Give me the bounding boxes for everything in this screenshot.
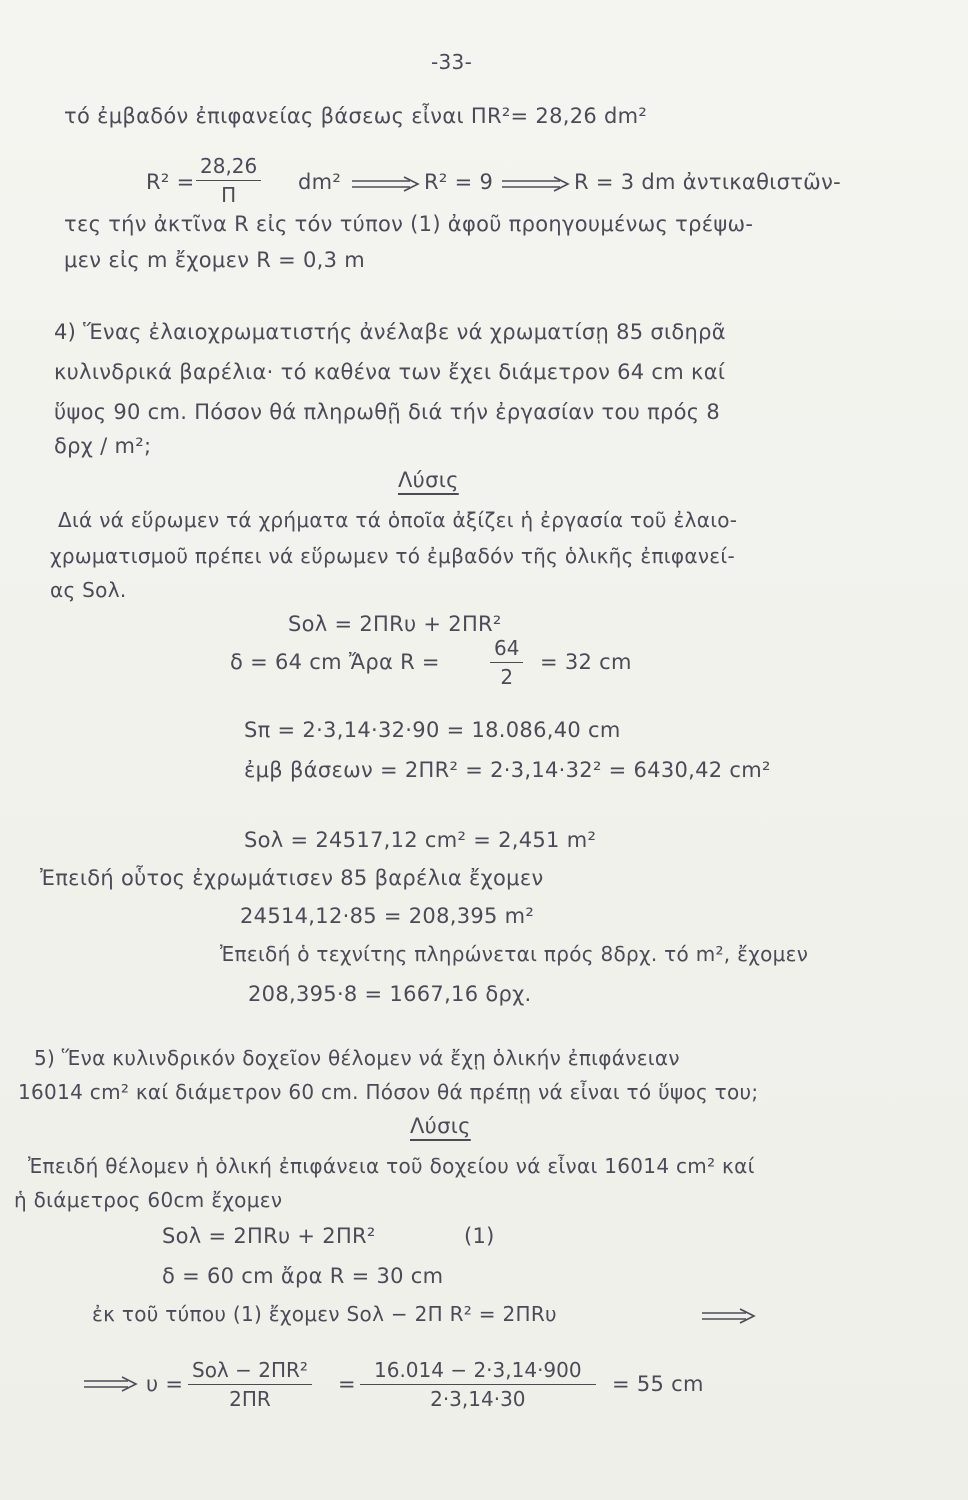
equation-label-1: (1)	[464, 1224, 495, 1248]
solution-5-line-2: ἡ διάμετρος 60cm ἔχομεν	[14, 1188, 283, 1212]
fraction-height-numeric	[360, 1358, 596, 1411]
text-line-1: τό ἐμβαδόν ἐπιφανείας βάσεως εἶναι ΠR²= 28,26 dm²	[64, 104, 648, 128]
equals-sign: =	[338, 1372, 356, 1396]
fraction-denominator: 2ΠR	[229, 1387, 271, 1411]
formula-u-equals: υ =	[146, 1372, 184, 1396]
formula-total-payment: 208,395·8 = 1667,16 δρχ.	[248, 982, 532, 1006]
implies-arrow-icon	[350, 176, 420, 192]
page-number: -33-	[431, 50, 473, 74]
formula-base-area: ἐμβ βάσεων = 2ΠR² = 2·3,14·32² = 6430,42 cm²	[244, 758, 771, 782]
fraction-denominator: Π	[221, 183, 237, 207]
formula-result-55cm: = 55 cm	[612, 1372, 704, 1396]
problem-4-line-4: δρχ / m²;	[54, 434, 152, 458]
fraction-height-symbolic	[188, 1358, 312, 1411]
fraction-numerator: 64	[490, 636, 523, 663]
formula-s-total: Sολ = 2ΠRυ + 2ΠR²	[288, 612, 502, 636]
fraction-numerator: Sολ − 2ΠR²	[188, 1358, 312, 1385]
fraction-denominator: 2	[500, 665, 514, 689]
formula-s-lateral: Sπ = 2·3,14·32·90 = 18.086,40 cm	[244, 718, 621, 742]
formula-diameter-60: δ = 60 cm ἄρα R = 30 cm	[162, 1264, 444, 1288]
implies-arrow-icon	[500, 176, 570, 192]
solution-heading-1: Λύσις	[398, 468, 459, 492]
formula-r-squared: R² =	[146, 170, 195, 194]
solution-heading-2: Λύσις	[410, 1114, 471, 1138]
text-line-85-barrels: Ἐπειδή οὗτος ἐχρωμάτισεν 85 βαρέλια ἔχομεν	[40, 866, 544, 890]
formula-diameter-64: δ = 64 cm Ἄρα R =	[230, 650, 440, 674]
solution-4-line-3: ας Sολ.	[50, 578, 127, 602]
text-line-3: τες τήν ἀκτῖνα R εἰς τόν τύπον (1) ἀφοῦ προηγουμένως τρέψω-	[64, 212, 754, 236]
implies-arrow-icon	[82, 1376, 138, 1392]
text-line-4: μεν εἰς m ἔχομεν R = 0,3 m	[64, 248, 366, 272]
solution-4-line-1: Διά νά εὕρωμεν τά χρήματα τά ὁποῖα ἀξίζει ἡ ἐργασία τοῦ ἐλαιο-	[58, 508, 738, 532]
solution-5-line-1: Ἐπειδή θέλομεν ἡ ὁλική ἐπιφάνεια τοῦ δοχείου νά εἶναι 16014 cm² καί	[28, 1154, 755, 1178]
fraction-numerator: 28,26	[196, 154, 261, 181]
implies-arrow-icon	[700, 1308, 756, 1324]
formula-r-equals-3: R = 3 dm ἀντικαθιστῶν-	[574, 170, 841, 194]
unit-dm2: dm²	[298, 170, 342, 194]
problem-4-line-3: ὕψος 90 cm. Πόσον θά πληρωθῇ διά τήν ἐργασίαν του πρός 8	[54, 400, 721, 424]
problem-5-line-2: 16014 cm² καί διάμετρον 60 cm. Πόσον θά πρέπῃ νά εἶναι τό ὕψος του;	[18, 1080, 759, 1104]
formula-r-squared-9: R² = 9	[424, 170, 494, 194]
formula-s-total-2: Sολ = 2ΠRυ + 2ΠR²	[162, 1224, 376, 1248]
text-line-from-formula: ἐκ τοῦ τύπου (1) ἔχομεν Sολ − 2Π R² = 2ΠRυ	[92, 1302, 557, 1326]
problem-5-line-1: 5) Ἕνα κυλινδρικόν δοχεῖον θέλομεν νά ἔχῃ ὁλικήν ἐπιφάνειαν	[34, 1046, 680, 1070]
fraction-denominator: 2·3,14·30	[430, 1387, 526, 1411]
formula-total-area: 24514,12·85 = 208,395 m²	[240, 904, 535, 928]
problem-4-line-2: κυλινδρικά βαρέλια· τό καθένα των ἔχει διάμετρον 64 cm καί	[54, 360, 726, 384]
text-line-payment: Ἐπειδή ὁ τεχνίτης πληρώνεται πρός 8δρχ. τό m², ἔχομεν	[220, 942, 809, 966]
formula-s-total-result: Sολ = 24517,12 cm² = 2,451 m²	[244, 828, 597, 852]
fraction-64-over-2	[490, 636, 523, 689]
formula-r-32: = 32 cm	[540, 650, 632, 674]
fraction-28-26-over-pi	[196, 154, 261, 207]
fraction-numerator: 16.014 − 2·3,14·900	[360, 1358, 596, 1385]
problem-4-line-1: 4) Ἕνας ἐλαιοχρωματιστής ἀνέλαβε νά χρωματίσῃ 85 σιδηρᾶ	[54, 320, 726, 344]
solution-4-line-2: χρωματισμοῦ πρέπει νά εὕρωμεν τό ἐμβαδόν τῆς ὁλικῆς ἐπιφανεί-	[50, 544, 735, 568]
